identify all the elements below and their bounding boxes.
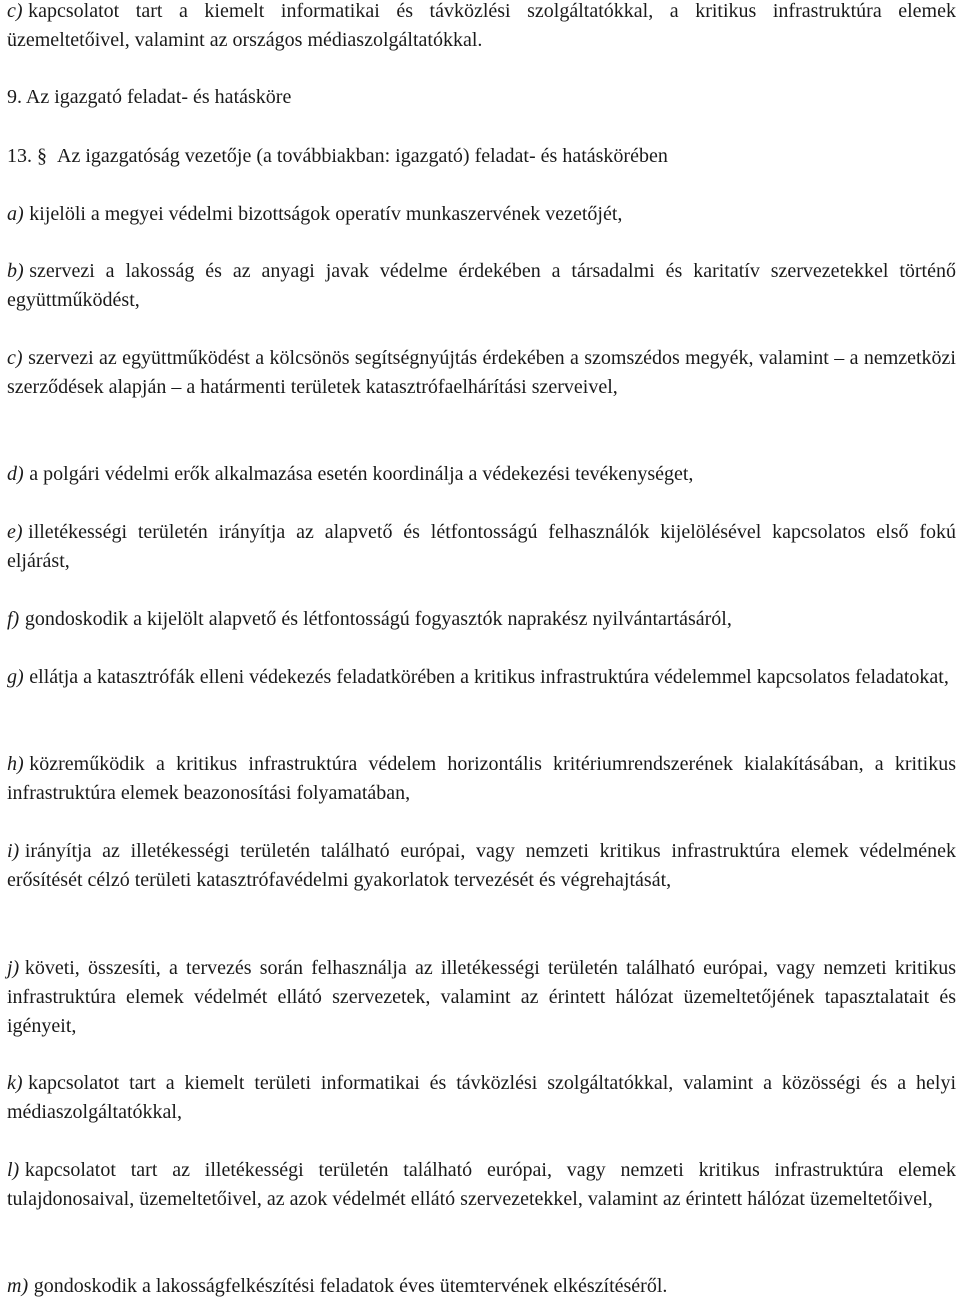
list-item-h: [7, 750, 956, 808]
item-label: e): [7, 521, 23, 543]
item-label: g): [7, 666, 24, 688]
list-item-l: [7, 1156, 956, 1214]
item-label: j): [7, 957, 20, 979]
item-label: a): [7, 203, 24, 225]
section-text: Az igazgatóság vezetője (a továbbiakban: igazgató) feladat- és hatáskörében: [57, 145, 668, 167]
item-text: ellátja a katasztrófák elleni védekezés feladatkörében a kritikus infrastruktúra védelemmel kapcsolatos feladatokat,: [29, 666, 949, 688]
item-text: irányítja az illetékességi területén található európai, vagy nemzeti kritikus infrastruktúra elemek védelmének erősítését célzó területi katasztrófavédelmi gyakorlatok tervezését és végrehajtását,: [7, 840, 956, 891]
item-text: kapcsolatot tart a kiemelt területi informatikai és távközlési szolgáltatókkal, valamint a közösségi és a helyi médiaszolgáltatókkal,: [7, 1072, 956, 1123]
item-text: szervezi a lakosság és az anyagi javak védelme érdekében a társadalmi és karitatív szervezetekkel történő együttműködést,: [7, 260, 956, 311]
item-text: szervezi az együttműködést a kölcsönös segítségnyújtás érdekében a szomszédos megyék, valamint – a nemzetközi szerződések alapján – a határmenti területek katasztrófaelhárítási szerveivel,: [7, 347, 956, 398]
list-item-a: [7, 200, 956, 229]
section-number: 13. §: [7, 145, 47, 167]
item-text: közreműködik a kritikus infrastruktúra védelem horizontális kritériumrendszerének kialakításában, a kritikus infrastruktúra elemek beazonosítási folyamatában,: [7, 753, 956, 804]
list-item-c: [7, 344, 956, 402]
item-text: követi, összesíti, a tervezés során felhasználja az illetékességi területén található európai, vagy nemzeti kritikus infrastruktúra elemek védelmét ellátó szervezetek, valamint az érintett hálózat üzemeltetőjének tapasztalatait és igényeit,: [7, 957, 956, 1037]
item-label: m): [7, 1275, 29, 1297]
list-item-k: [7, 1069, 956, 1127]
item-text: kapcsolatot tart a kiemelt informatikai és távközlési szolgáltatókkal, a kritikus infrastruktúra elemek üzemeltetőivel, valamint az országos médiaszolgáltatókkal.: [7, 0, 956, 51]
list-item-i: [7, 837, 956, 895]
list-item-b: [7, 257, 956, 315]
list-item-g: [7, 663, 956, 692]
section-intro: [7, 142, 956, 171]
item-label: k): [7, 1072, 23, 1094]
list-item-c-top: [7, 0, 956, 55]
item-label: f): [7, 608, 20, 630]
item-label: c): [7, 347, 23, 369]
section-heading: 9. Az igazgató feladat- és hatásköre: [7, 86, 292, 108]
item-label: i): [7, 840, 20, 862]
list-item-f: [7, 605, 956, 634]
item-label: b): [7, 260, 24, 282]
item-text: illetékességi területén irányítja az alapvető és létfontosságú felhasználók kijelölésével kapcsolatos első fokú eljárást,: [7, 521, 956, 572]
list-item-e: [7, 518, 956, 576]
list-item-m: [7, 1272, 956, 1301]
list-item-d: [7, 460, 956, 489]
item-text: gondoskodik a kijelölt alapvető és létfontosságú fogyasztók naprakész nyilvántartásáról,: [24, 608, 732, 630]
item-text: gondoskodik a lakosságfelkészítési feladatok éves ütemtervének elkészítéséről.: [33, 1275, 668, 1297]
item-label: l): [7, 1159, 20, 1181]
item-label: c): [7, 0, 23, 22]
list-item-j: [7, 954, 956, 1041]
item-text: a polgári védelmi erők alkalmazása esetén koordinálja a védekezési tevékenységet,: [29, 463, 694, 485]
item-label: h): [7, 753, 24, 775]
item-label: d): [7, 463, 24, 485]
item-text: kapcsolatot tart az illetékességi területén található európai, vagy nemzeti kritikus infrastruktúra elemek tulajdonosaival, üzemeltetőivel, az azok védelmét ellátó szervezetekkel, valamint az érintett hálózat üzemeltetőivel,: [7, 1159, 956, 1210]
item-text: kijelöli a megyei védelmi bizottságok operatív munkaszervének vezetőjét,: [29, 203, 623, 225]
